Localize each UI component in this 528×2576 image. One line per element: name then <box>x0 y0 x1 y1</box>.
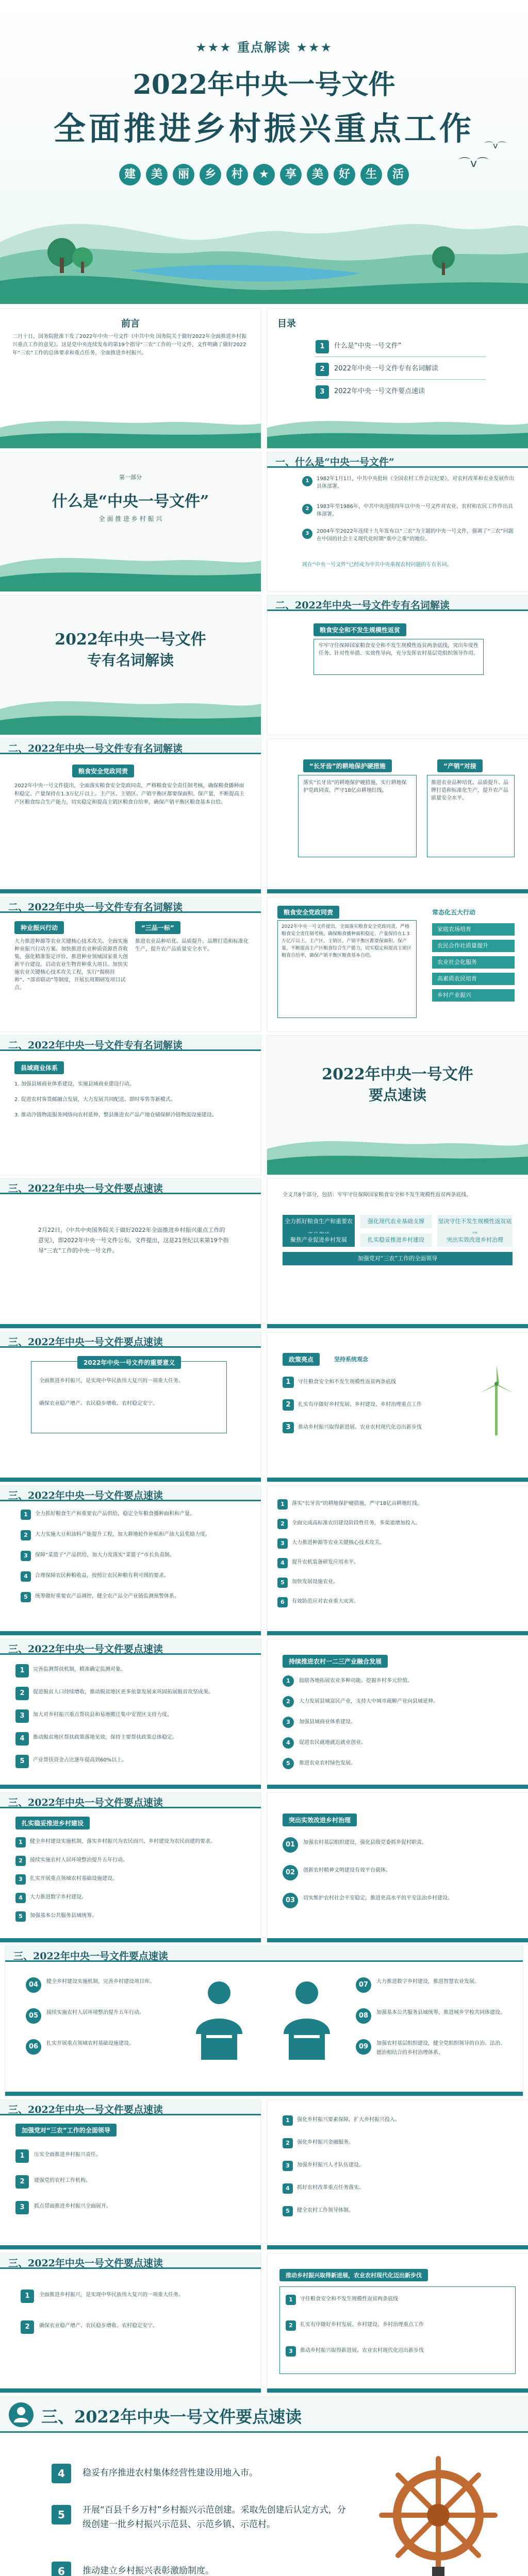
list-a-item: 统筹做好重要农产品调控，健全农产品全产业链监测预警体系。 <box>35 1594 179 1599</box>
list-number: 6 <box>277 1597 288 1607</box>
list-d-item: 加强县域商业体系建设。 <box>299 1719 356 1725</box>
list-number: 2 <box>286 2320 296 2331</box>
list-number: 03 <box>283 1893 298 1908</box>
governance-item: 加强农村基层组织建设，强化县级党委抓乡促村职责。 <box>303 1840 427 1845</box>
section-bar-label: 三、2022年中央一号文件要点速读 <box>8 1797 163 1808</box>
section-bar-label: 一、什么是“中央一号文件” <box>275 456 394 468</box>
list-number: 4 <box>15 1893 26 1903</box>
bottom-strip <box>267 889 528 893</box>
list-number: 5 <box>283 2206 293 2216</box>
action-chip: 家庭农场培育 <box>432 923 515 936</box>
list-number: 2 <box>21 1530 31 1540</box>
focus-right-slide <box>267 2253 528 2393</box>
term-tag: “长牙齿”的耕地保护硬措施 <box>303 759 392 772</box>
policy-number: 2 <box>283 1399 294 1411</box>
list-number: 4 <box>283 2183 293 2194</box>
section-bar-label: 三、2022年中央一号文件要点速读 <box>8 1490 163 1501</box>
rural-item: 加强基本公共服务县域统筹。 <box>30 1913 97 1919</box>
term-tag: 县域商业体系 <box>14 1061 64 1074</box>
term-food-slide <box>0 739 261 893</box>
bottom-strip <box>0 1938 261 1942</box>
list-number: 2 <box>15 2175 29 2189</box>
toc-item[interactable]: 2022年中央一号文件专有名词解读 <box>334 365 439 372</box>
section-bar-label: 三、2022年中央一号文件要点速读 <box>8 1643 163 1655</box>
quick-intro-slide <box>0 1179 261 1328</box>
list-c-item: 产业帮扶资金占比逐年提高到60%以上。 <box>33 1757 127 1763</box>
list-number: 5 <box>283 1758 294 1769</box>
part3-slide <box>267 1036 528 1175</box>
list-number: 2 <box>21 2320 34 2334</box>
structure-text: 全文共8个部分，包括：牢牢守住保障国家粮食安全和不发生规模性返贫两条底线。 <box>283 1192 472 1198</box>
bottom-strip <box>267 2245 528 2249</box>
hills-decoration <box>0 412 261 448</box>
leadership-right-slide <box>267 2100 528 2249</box>
slogan-char: 村 <box>226 164 248 185</box>
bullet-number: 2 <box>302 504 312 514</box>
list-a-item: 大力实施大豆和油料产能提升工程，加大耕地轮作补贴和产油大县奖励力度。 <box>35 1532 210 1537</box>
list-number: 01 <box>283 1837 298 1853</box>
rural-item: 健全乡村建设实施机制，落实乡村振兴为农民而兴、乡村建设为农民而建的要求。 <box>30 1839 216 1844</box>
list-number: 1 <box>15 1837 26 1848</box>
list-d-item: 促进农民就地就近就业创业。 <box>299 1740 366 1745</box>
what-is-line: 1982年1月1日，中共中央批转《全国农村工作会议纪要》，对农村改革和农业发展作出具体部署。 <box>317 476 515 489</box>
preface-heading: 前言 <box>121 318 140 329</box>
part2-slide <box>0 596 261 735</box>
list-number: 5 <box>277 1578 288 1588</box>
key-box <box>31 1361 227 1433</box>
bottom-strip <box>0 1478 261 1482</box>
cover-title-line2: 全面推进乡村振兴重点工作 <box>53 110 474 147</box>
section-bar <box>0 1793 261 1808</box>
term-text: 2022年中央一号文件提出，全面落实粮食安全党政同责，严格粮食安全责任制考核，确保粮食播种面积稳定、产量保持在1.3万亿斤以上。主产区、主销区、产销平衡区都要保面积、保产量，不断提高主产区粮食综合生产能力，切实稳定和提高主销区粮食自给率，确保产销平衡区粮食基本自给。 <box>282 924 412 958</box>
list-d-item: 大力发展县域富民产业，支持大中城市疏解产业向县域延伸。 <box>299 1699 438 1704</box>
list-number: 2 <box>283 2138 293 2148</box>
leadership-right-item: 抓好农村改革重点任务落实。 <box>297 2185 364 2191</box>
leadership-tag: 加强党对“三农”工作的全面领导 <box>15 2124 117 2137</box>
list-d-item: 推进农业农村绿色发展。 <box>299 1760 356 1766</box>
bottom-strip <box>267 1631 528 1635</box>
list-b-item: 全面完成高标准农田建设阶段性任务，多渠道增加投入。 <box>292 1520 421 1526</box>
list-d-item: 鼓励各地拓展农业多种功能、挖掘乡村多元价值。 <box>299 1678 412 1684</box>
section-bar-label: 三、2022年中央一号文件要点速读 <box>8 1336 163 1348</box>
term-tag: 粮食安全和不发生规模性返贫 <box>314 623 406 636</box>
toc-number: 1 <box>316 340 329 353</box>
key-tag: 2022年中央一号文件的重要意义 <box>77 1356 181 1369</box>
focus-tag: 推动乡村振兴取得新进展，农业农村现代化迈出新步伐 <box>279 2269 428 2281</box>
slogan-char: 生 <box>360 164 382 185</box>
county-line: 1. 加强县域商业体系建设，实施县域商业建设行动。 <box>14 1081 135 1087</box>
people-right-item: 加强农村基层组织建设，健全党组织领导的自治、法治、德治相结合的乡村治理体系。 <box>376 2041 505 2056</box>
list-number: 2 <box>283 1696 294 1707</box>
list-number: 2 <box>15 1856 26 1866</box>
part2-title-line2: 专有名词解读 <box>87 652 174 669</box>
county-line: 2. 促进农村客货邮融合发展，大力发展共同配送、即时零售等新模式。 <box>14 1097 176 1103</box>
section-bar <box>0 739 261 754</box>
policy-item: 守住粮食安全和不发生规模性返贫两条底线 <box>298 1379 396 1385</box>
final-item: 稳妥有序推进农村集体经营性建设用地入市。 <box>82 2468 258 2478</box>
bottom-strip <box>0 1631 261 1635</box>
term-tag: 粮食安全党政同责 <box>277 906 339 919</box>
list-a-item: 合理保障农民种粮收益，按照让农民种粮有利可图的要求。 <box>35 1573 169 1579</box>
section-bar-label: 二、2022年中央一号文件专有名词解读 <box>8 743 183 754</box>
toc-slide <box>267 309 528 448</box>
what-is-line: 2004年至2022年连续十九年发布以“三农”为主题的中央一号文件，强调了“三农”问题在中国的社会主义现代化时期“重中之重”的地位。 <box>317 529 514 542</box>
policy-item: 推动乡村振兴取得新进展、农业农村现代化迈出新步伐 <box>298 1425 422 1430</box>
bird-icon: ⌒v⌒ <box>485 141 506 150</box>
list-b-item: 落实“长牙齿”的耕地保护硬措施，严守18亿亩耕地红线。 <box>292 1501 423 1506</box>
rural-item: 大力推进数字乡村建设。 <box>30 1894 87 1900</box>
focus-item: 推动乡村振兴取得新进展、农业农村现代化迈出新步伐 <box>300 2348 424 2353</box>
rural-tag: 扎实稳妥推进乡村建设 <box>15 1817 90 1829</box>
slogan-char: 美 <box>307 164 328 185</box>
section-bar-label: 三、2022年中央一号文件要点速读 <box>8 2258 163 2269</box>
term-text: 大力推进种源等农业关键核心技术攻关。全面实施种业振兴行动方案。加快推进农业种质资源普查收集，强化精准鉴定评价。推进种业领域国家重大创新平台建设。启动农业生物育种重大项目。加快实施农业关键核心技术攻关工程，实行“揭榜挂帅”、“部省联动”等制度，开展长周期研发项目试点。 <box>14 939 128 991</box>
leadership-item: 建强党的农村工作机构。 <box>34 2178 91 2183</box>
bottom-strip <box>0 2245 261 2249</box>
focus-line: 全面推进乡村振兴，是实现中华民族伟大复兴的一项重大任务。 <box>39 2292 184 2298</box>
list-number: 5 <box>21 1592 31 1602</box>
term-actions-slide <box>267 897 528 1031</box>
landscape-illustration <box>0 180 528 304</box>
slogan-char: 享 <box>280 164 302 185</box>
term-text: 落实“长牙齿”的耕地保护硬措施，实行耕地保护党政同责，严守18亿亩耕地红线。 <box>303 780 407 793</box>
list-number: 08 <box>356 2008 371 2024</box>
list-number: 3 <box>21 1551 31 1561</box>
section-bar <box>0 1332 261 1348</box>
bottom-strip <box>267 2388 528 2393</box>
term-text: 推进农业品种培优、品质提升、品牌打造和标准化生产，提升农产品质量安全水平。 <box>431 780 508 801</box>
list-number: 06 <box>26 2039 41 2055</box>
slogan-char: ★ <box>253 164 275 185</box>
policy-sub: 坚持系统观念 <box>334 1356 368 1363</box>
list-b-item: 提升农机装备研发应用水平。 <box>292 1560 359 1565</box>
slogan-char: 建 <box>119 164 141 185</box>
leadership-right-item: 健全农村工作领导体制。 <box>297 2208 354 2213</box>
list-number: 5 <box>15 1911 26 1922</box>
section-bar <box>0 1036 261 1051</box>
people-left-item: 扎实开展重点领域农村基础设施建设。 <box>46 2041 134 2046</box>
bottom-strip <box>267 1324 528 1328</box>
list-number: 1 <box>21 2290 34 2303</box>
list-number: 1 <box>286 2295 296 2305</box>
list-number: 1 <box>283 2115 293 2126</box>
final-title: 三、2022年中央一号文件要点速读 <box>41 2407 302 2427</box>
section-bar <box>0 2253 261 2269</box>
policy-number: 1 <box>283 1377 294 1388</box>
bullet-number: 1 <box>302 476 312 486</box>
section-bar-label: 三、2022年中央一号文件要点速读 <box>8 1183 163 1194</box>
governance-tag: 突出实效改进乡村治理 <box>283 1814 357 1826</box>
what-is-slide <box>267 452 528 591</box>
bottom-strip <box>5 2092 523 2096</box>
section-bar-label: 三、2022年中央一号文件要点速读 <box>8 2104 163 2115</box>
slogan-char: 美 <box>146 164 168 185</box>
action-chip: 高素质农民培育 <box>432 973 515 985</box>
list-b-item: 有效防范应对农业重大灾害。 <box>292 1599 359 1604</box>
leadership-item: 压实全面推进乡村振兴责任。 <box>34 2152 101 2158</box>
list-c-slide <box>0 1639 261 1789</box>
section-bar-label: 二、2022年中央一号文件专有名词解读 <box>275 600 450 611</box>
list-number: 4 <box>15 1732 29 1745</box>
leadership-slide <box>0 2100 261 2249</box>
final-number: 5 <box>52 2505 71 2524</box>
list-b-slide <box>267 1486 528 1635</box>
people-right-item: 加强基本公共服务县域统筹，推进城乡学校共同体建设。 <box>376 2010 505 2015</box>
list-number: 05 <box>26 2008 41 2024</box>
quick-intro-text: 2月22日，《中共中央国务院关于做好2022年全面推进乡村振兴重点工作的意见》，即2022年中央一号文件公布。文件提出，这是21世纪以来第19个指导“三农”工作的中央一号文件。 <box>38 1227 229 1254</box>
final-number: 4 <box>52 2464 71 2483</box>
policy-slide <box>267 1332 528 1482</box>
list-number: 1 <box>277 1499 288 1510</box>
list-number: 3 <box>15 2201 29 2214</box>
toc-heading: 目录 <box>277 318 296 329</box>
slogan-char: 好 <box>334 164 355 185</box>
bottom-strip <box>0 1324 261 1328</box>
speaker-icon <box>273 1977 340 2060</box>
wind-turbine-icon <box>473 1363 520 1435</box>
grid-cell: 突出实效改进乡村治理 <box>437 1233 513 1247</box>
governance-item: 切实维护农村社会平安稳定，推进更高水平的平安法治乡村建设。 <box>303 1895 453 1901</box>
list-a-slide <box>0 1486 261 1635</box>
term-text: 2022年中央一号文件提出，全面落实粮食安全党政同责，严格粮食安全责任制考核，确保粮食播种面积稳定、产量保持在1.3万亿斤以上。主产区、主销区、产销平衡区都要保面积、保产量，不断提高主产区粮食综合生产能力，切实稳定和提高主销区粮食自给率，确保产销平衡区粮食基本自给。 <box>14 783 244 805</box>
section-bar-label: 二、2022年中央一号文件专有名词解读 <box>8 1040 183 1051</box>
term-county-slide <box>0 1036 261 1175</box>
hills-decoration <box>0 688 261 735</box>
list-number: 2 <box>15 1687 29 1700</box>
part2-title-line1: 2022年中央一号文件 <box>55 631 206 649</box>
county-line: 3. 推动冷链物流服务网络向农村延伸，整县推进农产品产地仓储保鲜冷链物流设施建设。 <box>14 1112 217 1118</box>
list-number: 07 <box>356 1977 371 1993</box>
toc-number: 2 <box>316 363 329 376</box>
focus-left-slide <box>0 2253 261 2393</box>
cover-slide <box>0 0 528 304</box>
speaker-icon <box>186 1977 253 2060</box>
list-number: 3 <box>277 1538 288 1549</box>
part1-label: 第一部分 <box>119 474 142 481</box>
slogan-char: 活 <box>387 164 409 185</box>
section-bar <box>267 596 528 611</box>
people-right-item: 大力推进数字乡村建设，推进智慧农业发展。 <box>376 1979 480 1985</box>
bullet-number: 3 <box>302 529 312 539</box>
list-number: 1 <box>15 2149 29 2163</box>
section-bar <box>0 1486 261 1501</box>
preface-text: 二月十日，国务院批准下发了2022年中央一号文件《中共中央 国务院关于做好2022年全面推进乡村振兴重点工作的意见》。这是党中央连续发布的第19个指导“三农”工作的一号文件，文件明确了做好2022年“三农”工作的总体要求和重点任务，全面推进乡村振兴。 <box>12 334 247 356</box>
what-is-footnote: 现在“中央一号文件”已经成为中共中央重视农村问题的专有名词。 <box>302 562 452 568</box>
list-a-item: 保障“菜篮子”产品供给，加大力度落实“菜篮子”市长负责制。 <box>35 1552 175 1558</box>
final-number: 6 <box>52 2562 71 2576</box>
grid-cell: 聚焦产业促进乡村发展 <box>283 1233 355 1247</box>
cover-kicker: ★★★ 重点解读 ★★★ <box>195 40 333 55</box>
section-bar-label: 二、2022年中央一号文件专有名词解读 <box>8 902 183 913</box>
section-bar-label: 三、2022年中央一号文件要点速读 <box>13 1951 168 1962</box>
hills-decoration <box>267 412 528 448</box>
part1-slide <box>0 452 261 591</box>
rural-item: 扎实开展重点领域农村基础设施建设。 <box>30 1876 118 1882</box>
bottom-strip <box>0 1785 261 1789</box>
hills-decoration <box>267 1128 528 1175</box>
list-number: 1 <box>15 1664 29 1677</box>
bottom-strip <box>267 1478 528 1482</box>
policy-number: 3 <box>283 1422 294 1433</box>
list-number: 1 <box>21 1510 31 1520</box>
key-points-slide <box>0 1332 261 1482</box>
policy-tag: 政策亮点 <box>283 1353 320 1366</box>
list-number: 3 <box>283 1717 294 1728</box>
people-slide <box>5 1946 523 2096</box>
bottom-strip <box>267 1785 528 1789</box>
list-number: 09 <box>356 2039 371 2055</box>
action-chip: 农业社会化服务 <box>432 956 515 969</box>
section-bar <box>5 1946 523 1962</box>
cover-title-line1: 2022年中央一号文件 <box>133 69 395 100</box>
hills-decoration <box>0 545 261 591</box>
action-chip: 农民合作社质量提升 <box>432 940 515 952</box>
governance-slide <box>267 1793 528 1942</box>
rural-build-slide <box>0 1793 261 1942</box>
list-c-item: 推动脱贫地区帮扶政策落地见效，保持主要帮扶政策总体稳定。 <box>33 1735 177 1740</box>
focus-line: 确保农业稳产增产、农民稳步增收、农村稳定安宁。 <box>39 2323 158 2329</box>
term-tag: 粮食安全党政同责 <box>72 765 134 777</box>
focus-item: 守住粮食安全和不发生规模性返贫两条底线 <box>300 2296 398 2302</box>
list-number: 04 <box>26 1977 41 1993</box>
list-number: 4 <box>277 1558 288 1568</box>
rural-item: 接续实施农村人居环境整治提升五年行动。 <box>30 1857 128 1863</box>
key-point: 确保农业稳产增产、农民稳步增收、农村稳定安宁。 <box>39 1401 158 1406</box>
final-item: 开展“百县千乡万村”乡村振兴示范创建。采取先创建后认定方式，分级创建一批乡村振兴示范县、示范乡镇、示范村。 <box>82 2505 346 2530</box>
slogan-char: 丽 <box>173 164 194 185</box>
section-bar <box>0 1179 261 1194</box>
list-number: 3 <box>15 1709 29 1723</box>
toc-item[interactable]: 什么是“中央一号文件” <box>334 342 402 350</box>
list-d-slide <box>267 1639 528 1789</box>
list-number: 3 <box>283 2161 293 2171</box>
quick-grid-slide <box>267 1179 528 1328</box>
section-bar <box>0 897 261 913</box>
term-teeth-slide <box>267 739 528 893</box>
toc-item[interactable]: 2022年中央一号文件要点速读 <box>334 387 425 395</box>
list-number: 5 <box>15 1755 29 1768</box>
list-number: 02 <box>283 1865 298 1880</box>
list-c-item: 加大对乡村振兴重点帮扶县和易地搬迁集中安置区支持力度。 <box>33 1712 172 1718</box>
list-number: 1 <box>283 1675 294 1687</box>
final-slide <box>0 2397 528 2576</box>
people-left-item: 健全乡村建设实施机制，完善乡村建设项目库。 <box>46 1979 155 1985</box>
leadership-right-item: 强化乡村振兴金融服务。 <box>297 2140 354 2145</box>
term-tag: “三品一标” <box>135 921 180 934</box>
list-b-item: 加快发展设施农业。 <box>292 1579 338 1585</box>
key-point: 全面推进乡村振兴，是实现中华民族伟大复兴的一项重大任务。 <box>39 1378 184 1384</box>
action-chip: 乡村产业振兴 <box>432 989 515 1002</box>
what-is-line: 1983年至1986年，中共中央连续四年以中央一号文件对农业、农村和农民工作作出具体部署。 <box>317 504 513 517</box>
list-a-item: 全力抓好粮食生产和重要农产品供给，稳定全年粮食播种面积和产量。 <box>35 1511 195 1517</box>
focus-item: 扎实有序做好乡村发展、乡村建设、乡村治理重点工作 <box>300 2322 424 2328</box>
list-number: 4 <box>21 1571 31 1582</box>
bird-icon: ⌒v⌒ <box>459 157 489 170</box>
grid-cell: 全力抓好粮食生产和重要农 <box>283 1215 355 1242</box>
grid-cell: 扎实稳妥推进乡村建设 <box>360 1233 432 1247</box>
term-tag: 种业振兴行动 <box>14 921 64 934</box>
bottom-strip <box>267 1938 528 1942</box>
list-number: 2 <box>277 1519 288 1529</box>
list-c-item: 促进脱贫人口持续增收，推动脱贫地区更多依靠发展来巩固拓展脱贫攻坚成果。 <box>33 1689 213 1695</box>
preface-slide <box>0 309 261 448</box>
leadership-item: 抓点带面推进乡村振兴全面展开。 <box>34 2204 111 2209</box>
actions-heading: 常态化五大行动 <box>432 909 476 916</box>
list-d-tag: 持续推进农村一二三产业融合发展 <box>283 1655 388 1668</box>
list-c-item: 完善监测帮扶机制，精准确定监测对象。 <box>33 1667 126 1672</box>
term-text: 牢牢守住保障国家粮食安全和不发生规模性返贫两条底线，突出年度性任务、针对性举措、实效性导向，充分发挥农村基层党组织领导作用。 <box>319 643 478 656</box>
list-b-item: 大力推进种源等农业关键核心技术攻关。 <box>292 1540 385 1546</box>
leadership-right-item: 强化乡村振兴要素保障，扩大乡村振兴投入。 <box>297 2117 400 2123</box>
term-seed-slide <box>0 897 261 1031</box>
part1-subtitle: 全 面 推 进 乡 村 振 兴 <box>98 515 162 522</box>
term-text: 推进农业品种培优、品质提升、品牌打造和标准化生产，提升农产品质量安全水平。 <box>135 939 249 952</box>
people-left-item: 接续实施农村人居环境整治提升五年行动。 <box>46 2010 144 2015</box>
divider <box>316 379 486 380</box>
grid-cell: 加强党对“三农”工作的全面领导 <box>283 1252 513 1265</box>
toc-number: 3 <box>316 385 329 399</box>
grid-cell: 坚决守住不发生规模性返贫底 <box>437 1215 513 1242</box>
person-icon <box>8 2402 34 2428</box>
section-bar <box>0 1639 261 1655</box>
slogan-char: 乡 <box>200 164 221 185</box>
section-bar <box>0 2100 261 2115</box>
part3-title-line1: 2022年中央一号文件 <box>322 1065 473 1083</box>
leadership-right-item: 加强乡村振兴人才队伍建设。 <box>297 2162 364 2168</box>
part3-title-line2: 要点速读 <box>368 1087 426 1104</box>
two-bottom-lines-slide <box>267 596 528 735</box>
governance-item: 创新农村精神文明建设有效平台载体。 <box>303 1868 391 1873</box>
ship-wheel-icon <box>371 2448 505 2576</box>
part1-title: 什么是“中央一号文件” <box>52 493 209 511</box>
bottom-strip <box>0 889 261 893</box>
bottom-strip <box>0 2388 261 2393</box>
section-bar <box>267 452 528 468</box>
policy-item: 扎实有序做好乡村发展、乡村建设、乡村治理重点工作 <box>298 1402 422 1408</box>
list-number: 3 <box>286 2346 296 2357</box>
grid-cell: 强化现代农业基础支撑 <box>360 1215 432 1228</box>
list-number: 3 <box>15 1874 26 1885</box>
final-item: 推动建立乡村振兴表彰激励制度。 <box>82 2566 214 2576</box>
list-number: 4 <box>283 1737 294 1749</box>
term-tag: “产销”对接 <box>437 759 483 772</box>
